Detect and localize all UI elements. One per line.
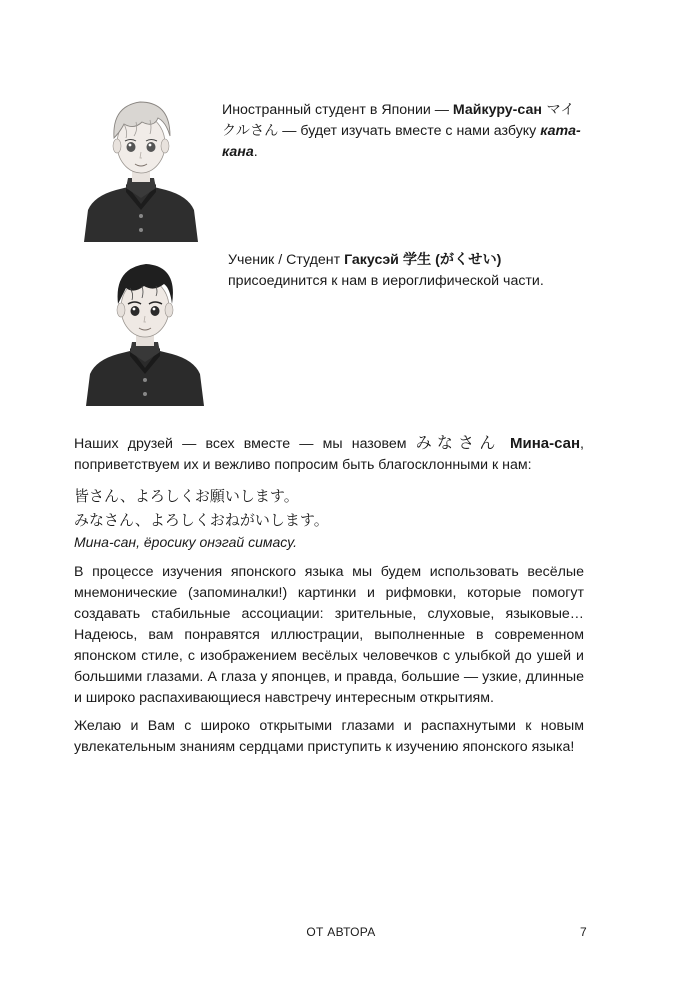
friends-end: , поприветствуем их и вежливо попросим быть благосклонными к нам: bbox=[74, 436, 584, 473]
footer-section-title: ОТ АВТОРА bbox=[306, 925, 376, 939]
method-paragraph: В процессе изучения японского языка мы будем использовать весёлые мнемонические (запоминалки!) картинки и рифмовки, которые помогут создавать стабильные ассоциации: зрительные, слуховые, языковые… Надеюсь, вам понравятся иллюстрации, выполненные в современном японском стиле, с изображением весёлых человечков с улыбкой до ушей и большими глазами. А глаза у японцев, и правда, большие — узкие, длинные и широко распахивающиеся навстречу интересным открытиям. bbox=[74, 564, 584, 706]
wish-paragraph: Желаю и Вам с широко открытыми глазами и распахнутыми к новым увлекательным знаниям сердцами приступить к изучению японского языка! bbox=[74, 718, 584, 755]
intro2-pre: Ученик / Студент bbox=[228, 252, 345, 268]
mikuru-katakana: マイクルさん bbox=[222, 102, 575, 139]
intro1-mid: — будет изучать вместе с нами азбуку bbox=[278, 123, 541, 139]
intro1-end: . bbox=[253, 144, 258, 160]
friends-pre: Наших друзей — всех вместе — мы назовем bbox=[74, 436, 416, 452]
gakusei-name: Гакусэй 学生 (がくせい) bbox=[344, 252, 502, 268]
greeting-kanji: 皆さん、よろしくお願いします。 bbox=[74, 487, 299, 505]
greeting-kana: みなさん、よろしくおねがいします。 bbox=[74, 511, 329, 529]
greeting-block bbox=[74, 484, 584, 552]
intro-gakusei-text bbox=[228, 250, 584, 292]
katakana-word: ката-кана bbox=[222, 123, 581, 160]
blond-student-illustration bbox=[80, 92, 202, 242]
minasan-name: Мина-сан bbox=[500, 435, 581, 452]
intro2-end: присоединится к нам в иероглифической части. bbox=[228, 273, 544, 289]
mikuru-name: Майкуру-сан bbox=[452, 102, 542, 118]
student-gakusei-portrait bbox=[84, 254, 206, 406]
friends-paragraph bbox=[74, 432, 584, 476]
dark-haired-student-illustration bbox=[84, 254, 206, 406]
intro1-pre: Иностранный студент в Японии — bbox=[222, 102, 453, 118]
minasan-kana: みなさん bbox=[415, 433, 501, 452]
greeting-romaji: Мина-сан, ёросику онэгай симасу. bbox=[74, 534, 298, 550]
page-number: 7 bbox=[580, 925, 587, 939]
student-mikuru-portrait bbox=[80, 92, 202, 242]
intro-mikuru-text bbox=[222, 100, 584, 163]
